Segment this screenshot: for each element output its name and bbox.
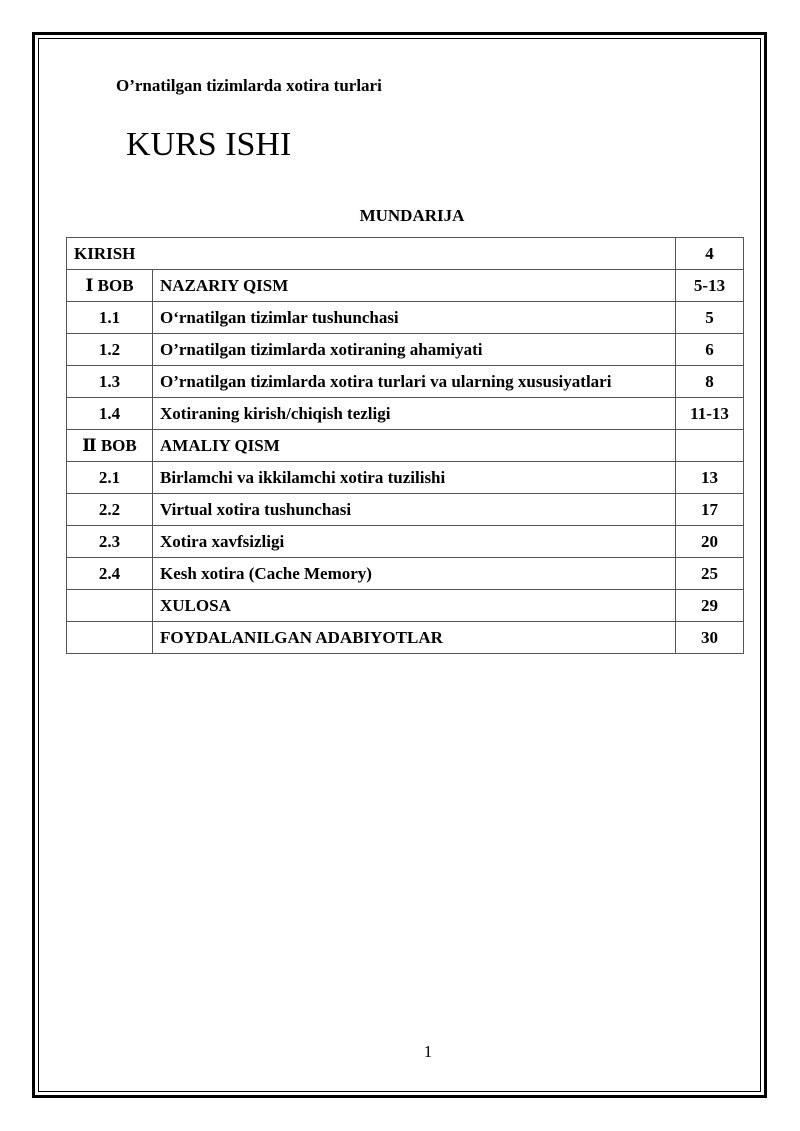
table-row <box>67 590 744 622</box>
toc-title: Birlamchi va ikkilamchi xotira tuzilishi <box>153 462 676 494</box>
toc-number: 1.2 <box>67 334 153 366</box>
toc-title: O’rnatilgan tizimlarda xotira turlari va ularning xususiyatlari <box>153 366 676 398</box>
toc-page <box>676 430 744 462</box>
toc-number <box>67 622 153 654</box>
toc-number: 2.3 <box>67 526 153 558</box>
toc-number: 1.4 <box>67 398 153 430</box>
table-row <box>67 366 744 398</box>
toc-page: 29 <box>676 590 744 622</box>
toc-row-intro <box>67 238 744 270</box>
toc-title: O‘rnatilgan tizimlar tushunchasi <box>153 302 676 334</box>
toc-number: 2.2 <box>67 494 153 526</box>
table-row <box>67 622 744 654</box>
toc-number: 2.1 <box>67 462 153 494</box>
toc-title: Xotiraning kirish/chiqish tezligi <box>153 398 676 430</box>
toc-page: 5 <box>676 302 744 334</box>
toc-title: AMALIY QISM <box>153 430 676 462</box>
table-row <box>67 302 744 334</box>
document-title: KURS ISHI <box>126 126 292 163</box>
toc-number: Ⅱ BOB <box>67 430 153 462</box>
table-row <box>67 558 744 590</box>
document-subtitle: O’rnatilgan tizimlarda xotira turlari <box>116 76 382 95</box>
toc-page: 5-13 <box>676 270 744 302</box>
table-row <box>67 462 744 494</box>
table-row <box>67 334 744 366</box>
toc-title: Xotira xavfsizligi <box>153 526 676 558</box>
table-row <box>67 494 744 526</box>
toc-heading: MUNDARIJA <box>359 206 465 225</box>
toc-intro-title: KIRISH <box>67 238 676 270</box>
table-row <box>67 270 744 302</box>
toc-title: Kesh xotira (Cache Memory) <box>153 558 676 590</box>
table-of-contents <box>66 237 744 654</box>
toc-number: Ⅰ BOB <box>67 270 153 302</box>
toc-page: 13 <box>676 462 744 494</box>
toc-page: 20 <box>676 526 744 558</box>
toc-title: O’rnatilgan tizimlarda xotiraning ahamiyati <box>153 334 676 366</box>
toc-page: 6 <box>676 334 744 366</box>
table-row <box>67 430 744 462</box>
toc-page: 17 <box>676 494 744 526</box>
page-number: 1 <box>423 1042 433 1061</box>
toc-title: Virtual xotira tushunchasi <box>153 494 676 526</box>
toc-title: NAZARIY QISM <box>153 270 676 302</box>
toc-number: 1.1 <box>67 302 153 334</box>
toc-number <box>67 590 153 622</box>
table-row <box>67 398 744 430</box>
toc-number: 2.4 <box>67 558 153 590</box>
toc-title: XULOSA <box>153 590 676 622</box>
table-row <box>67 526 744 558</box>
toc-page: 25 <box>676 558 744 590</box>
toc-title: FOYDALANILGAN ADABIYOTLAR <box>153 622 676 654</box>
toc-intro-page: 4 <box>676 238 744 270</box>
toc-page: 30 <box>676 622 744 654</box>
toc-page: 11-13 <box>676 398 744 430</box>
toc-page: 8 <box>676 366 744 398</box>
toc-number: 1.3 <box>67 366 153 398</box>
